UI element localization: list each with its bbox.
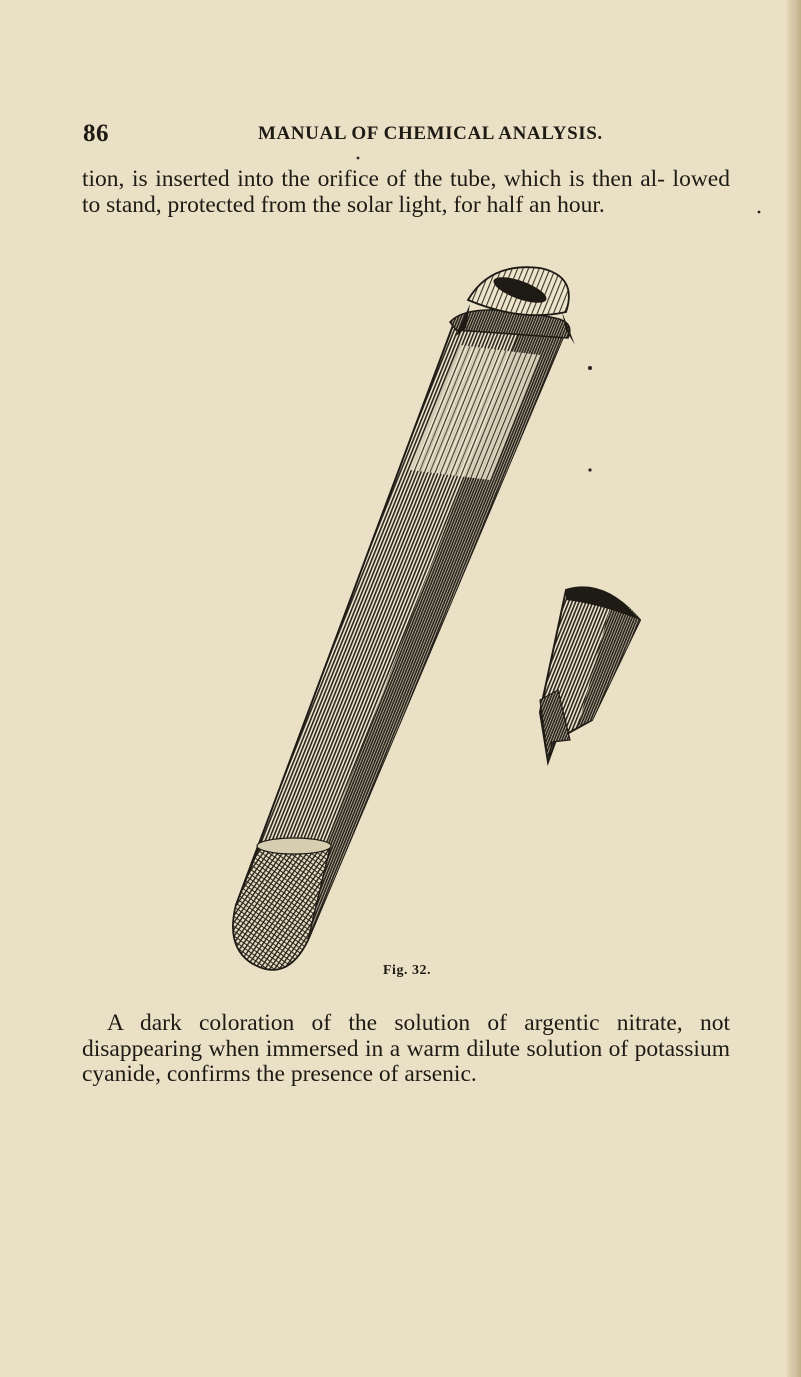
paragraph-bottom: A dark coloration of the solution of argentic nitrate, not disappearing when immersed in a warm dilute solution of potassium cyanide, confirms the presence of arsenic. (82, 1010, 730, 1087)
page-number: 86 (83, 120, 109, 147)
running-title: MANUAL OF CHEMICAL ANALYSIS. (258, 123, 603, 144)
figure-caption: Fig. 32. (383, 963, 431, 978)
test-tube (233, 267, 575, 970)
paragraph-top: tion, is inserted into the orifice of the tube, which is then al- lowed to stand, protected from the solar light, for half an hour. (82, 166, 730, 218)
tube-end-detail (540, 587, 640, 762)
